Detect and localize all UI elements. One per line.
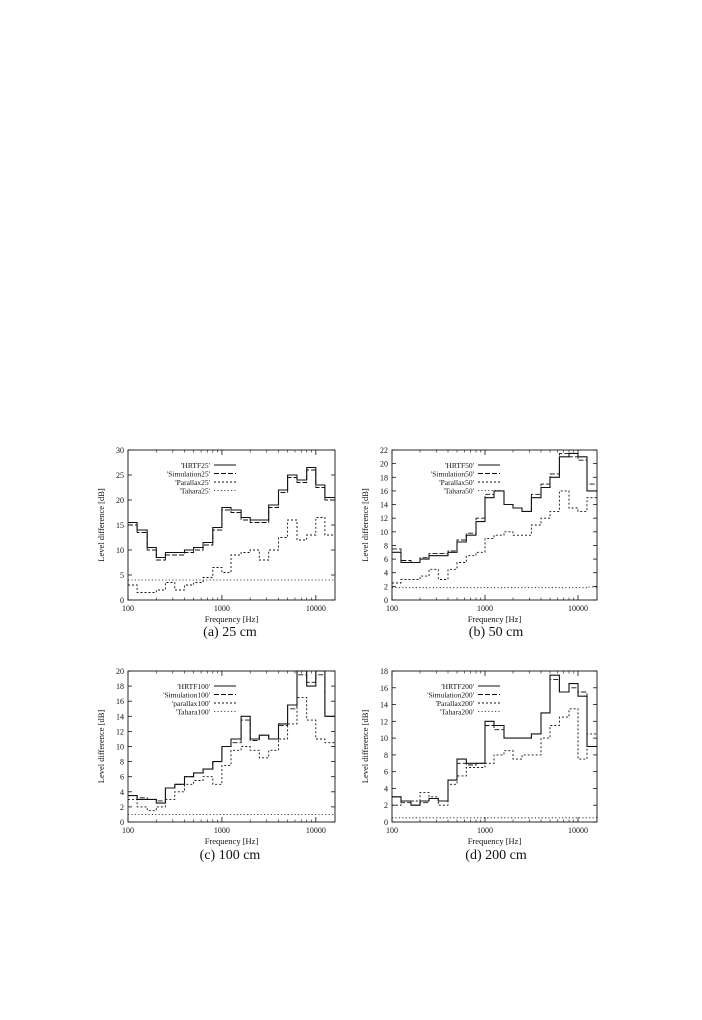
series-line-3	[392, 587, 597, 588]
x-tick-label: 10000	[305, 826, 326, 835]
x-tick-label: 10000	[568, 604, 589, 613]
x-tick-label: 1000	[213, 604, 230, 613]
y-axis-label: Level difference [dB]	[360, 488, 370, 562]
plot-frame	[128, 450, 335, 600]
legend-label: 'Parallax50'	[439, 477, 474, 487]
series-line-1	[128, 675, 335, 801]
x-tick-label: 100	[122, 826, 134, 835]
y-tick-label: 0	[120, 596, 124, 605]
y-tick-label: 14	[380, 700, 388, 710]
legend-label: 'HRTF50'	[445, 460, 474, 470]
y-tick-label: 22	[380, 446, 388, 455]
y-tick-label: 6	[384, 555, 388, 565]
y-tick-label: 4	[120, 787, 124, 797]
x-tick-label: 1000	[213, 826, 230, 835]
legend-label: 'Tahara25'	[179, 486, 210, 496]
caption-b: (b) 50 cm	[468, 625, 524, 640]
caption-c: (c) 100 cm	[199, 848, 261, 863]
caption-a: (a) 25 cm	[203, 625, 257, 640]
y-tick-label: 20	[380, 459, 388, 469]
y-tick-label: 2	[384, 801, 388, 811]
chart-1	[360, 446, 597, 624]
legend-label: 'parallax100'	[171, 698, 210, 708]
y-tick-label: 2	[120, 802, 124, 812]
x-tick-label: 100	[122, 604, 134, 613]
legend-label: 'HRTF200'	[441, 681, 474, 691]
y-tick-label: 5	[120, 571, 124, 580]
y-tick-label: 14	[380, 500, 388, 510]
caption-d: (d) 200 cm	[465, 848, 527, 863]
legend-label: 'Parallax200'	[435, 698, 474, 708]
y-tick-label: 2	[384, 582, 388, 592]
y-axis-label: Level difference [dB]	[96, 488, 106, 562]
legend-label: 'Simulation50'	[430, 469, 474, 479]
series-line-2	[128, 697, 335, 810]
y-tick-label: 16	[380, 683, 388, 693]
x-axis-label: Frequency [Hz]	[467, 836, 522, 846]
y-tick-label: 25	[116, 471, 124, 480]
y-tick-label: 12	[116, 727, 124, 737]
x-tick-label: 10000	[568, 826, 589, 835]
x-tick-label: 10000	[305, 604, 326, 613]
series-line-1	[392, 679, 597, 805]
y-tick-label: 18	[380, 667, 388, 676]
y-tick-label: 18	[380, 473, 388, 483]
y-tick-label: 0	[384, 818, 388, 827]
x-tick-label: 100	[386, 604, 398, 613]
y-tick-label: 10	[116, 742, 124, 752]
legend-label: 'Simulation100'	[163, 690, 210, 700]
y-axis-label: Level difference [dB]	[360, 709, 370, 784]
plot-frame	[392, 671, 597, 822]
series-line-2	[128, 518, 335, 593]
y-tick-label: 16	[380, 486, 388, 496]
y-tick-label: 8	[384, 541, 388, 551]
y-tick-label: 0	[384, 596, 388, 605]
legend-label: 'Parallax25'	[175, 477, 210, 487]
series-line-1	[392, 453, 597, 562]
y-tick-label: 12	[380, 717, 388, 727]
series-line-0	[128, 671, 335, 803]
y-tick-label: 8	[120, 757, 124, 767]
y-tick-label: 4	[384, 784, 388, 794]
y-tick-label: 10	[380, 527, 388, 537]
y-tick-label: 0	[120, 818, 124, 827]
y-tick-label: 6	[120, 772, 124, 782]
series-line-2	[392, 491, 597, 583]
series-line-0	[392, 453, 597, 562]
y-tick-label: 15	[116, 521, 124, 530]
y-tick-label: 4	[384, 568, 388, 578]
chart-2	[96, 667, 335, 846]
legend-label: 'HRTF25'	[181, 460, 210, 470]
series-line-1	[128, 470, 335, 560]
y-tick-label: 16	[116, 697, 124, 707]
y-tick-label: 10	[380, 734, 388, 744]
chart-0	[96, 446, 335, 624]
x-axis-label: Frequency [Hz]	[467, 614, 522, 624]
y-tick-label: 20	[116, 496, 124, 505]
x-tick-label: 1000	[477, 604, 494, 613]
legend-label: 'Tahara200'	[439, 707, 474, 717]
x-axis-label: Frequency [Hz]	[204, 614, 259, 624]
legend-label: 'Simulation25'	[166, 469, 210, 479]
legend-label: 'Tahara100'	[175, 707, 210, 717]
y-tick-label: 10	[116, 546, 124, 555]
plot-frame	[392, 450, 597, 600]
legend-label: 'HRTF100'	[177, 681, 210, 691]
y-tick-label: 8	[384, 750, 388, 760]
y-tick-label: 30	[116, 446, 124, 455]
y-tick-label: 14	[116, 712, 124, 722]
y-tick-label: 18	[116, 682, 124, 692]
y-tick-label: 12	[380, 514, 388, 524]
legend-label: 'Simulation200'	[427, 690, 474, 700]
y-tick-label: 20	[116, 667, 124, 676]
y-tick-label: 6	[384, 767, 388, 777]
y-axis-label: Level difference [dB]	[96, 709, 106, 784]
x-tick-label: 100	[386, 826, 398, 835]
legend-label: 'Tahara50'	[443, 486, 474, 496]
chart-3	[360, 667, 597, 846]
x-axis-label: Frequency [Hz]	[204, 836, 259, 846]
x-tick-label: 1000	[477, 826, 494, 835]
